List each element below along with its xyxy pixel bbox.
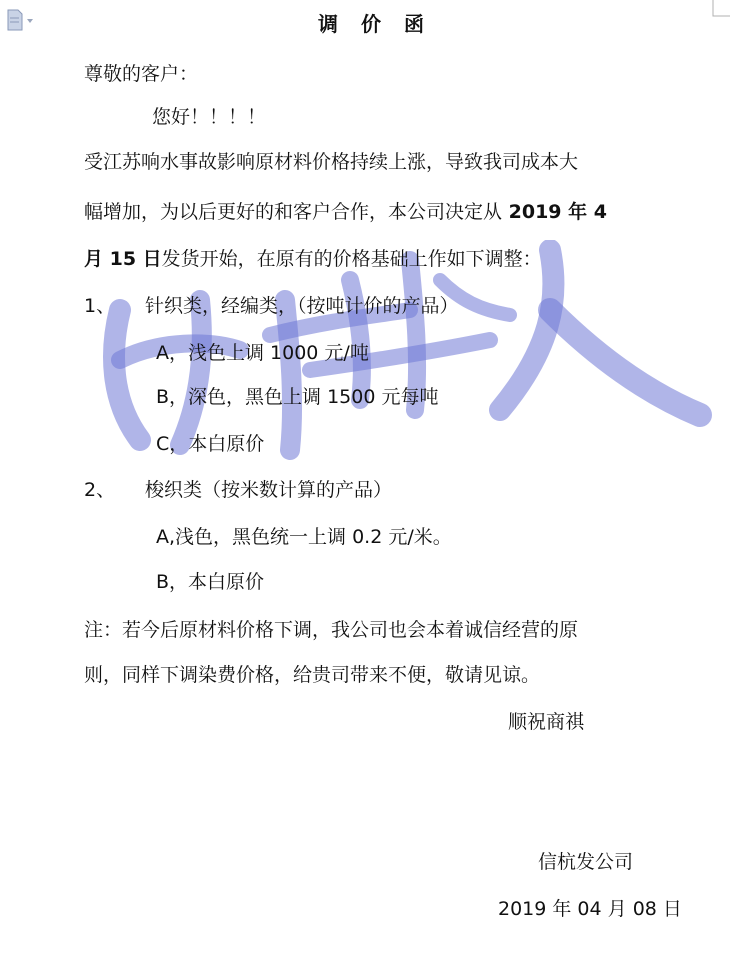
closing-phrase: 顺祝商祺 — [508, 711, 585, 733]
effective-date-end: 月 15 日 — [84, 248, 162, 270]
section-2-heading: 梭织类（按米数计算的产品） — [145, 479, 393, 501]
salutation: 尊敬的客户： — [84, 63, 199, 85]
section-2-item-a: A,浅色，黑色统一上调 0.2 元/米。 — [156, 526, 452, 548]
company-signature: 信杭发公司 — [538, 851, 634, 873]
intro-line-1: 受江苏响水事故影响原材料价格持续上涨，导致我司成本大 — [84, 151, 579, 173]
section-2-number: 2、 — [84, 479, 116, 501]
section-1-item-b: B，深色，黑色上调 1500 元每吨 — [156, 386, 439, 408]
letter-date: 2019 年 04 月 08 日 — [498, 898, 682, 920]
section-1-heading: 针织类，经编类，（按吨计价的产品） — [145, 295, 459, 317]
effective-date-start: 2019 年 4 — [502, 201, 607, 223]
intro-line-3 — [84, 247, 542, 271]
section-1-number: 1、 — [84, 295, 116, 317]
intro-line-3-text: 发货开始，在原有的价格基础上作如下调整： — [161, 248, 542, 270]
section-1-item-c: C，本白原价 — [156, 433, 265, 455]
intro-line-2-text: 幅增加，为以后更好的和客户合作，本公司决定从 — [84, 201, 503, 223]
note-line-1: 注：若今后原材料价格下调，我公司也会本着诚信经营的原 — [84, 619, 579, 641]
greeting: 您好！！！！ — [152, 106, 267, 128]
note-line-2: 则，同样下调染费价格，给贵司带来不便，敬请见谅。 — [84, 664, 541, 686]
section-2-item-b: B，本白原价 — [156, 571, 265, 593]
section-1-item-a: A，浅色上调 1000 元/吨 — [156, 342, 369, 364]
page-title: 调 价 函 — [318, 12, 432, 36]
intro-line-2 — [84, 200, 607, 224]
